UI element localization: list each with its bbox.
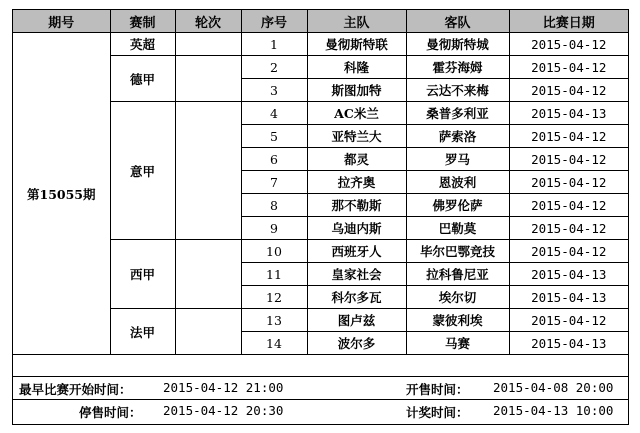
date-cell: 2015-04-13 [509, 263, 628, 286]
number-cell: 13 [241, 309, 307, 332]
header-round: 轮次 [175, 10, 241, 33]
home-team-cell: 皇家社会 [307, 263, 406, 286]
header-issue: 期号 [13, 10, 110, 33]
date-cell: 2015-04-12 [509, 148, 628, 171]
home-team-cell: 西班牙人 [307, 240, 406, 263]
header-number: 序号 [241, 10, 307, 33]
away-team-cell: 蒙彼利埃 [406, 309, 509, 332]
date-cell: 2015-04-12 [509, 309, 628, 332]
sale-open-label: 开售时间： [406, 382, 469, 397]
league-cell: 英超 [110, 33, 175, 56]
away-team-cell: 桑普多利亚 [406, 102, 509, 125]
round-cell [175, 102, 241, 240]
number-cell: 5 [241, 125, 307, 148]
away-team-cell: 马赛 [406, 332, 509, 355]
number-cell: 7 [241, 171, 307, 194]
round-cell [175, 33, 241, 56]
home-team-cell: 波尔多 [307, 332, 406, 355]
home-team-cell: 科尔多瓦 [307, 286, 406, 309]
number-cell: 1 [241, 33, 307, 56]
away-team-cell: 恩波利 [406, 171, 509, 194]
away-team-cell: 佛罗伦萨 [406, 194, 509, 217]
table-row [13, 33, 628, 56]
away-team-cell: 埃尔切 [406, 286, 509, 309]
number-cell: 2 [241, 56, 307, 79]
number-cell: 10 [241, 240, 307, 263]
home-team-cell: 乌迪内斯 [307, 217, 406, 240]
home-team-cell: AC米兰 [307, 102, 406, 125]
award-time-label: 计奖时间： [406, 405, 469, 420]
league-cell: 意甲 [110, 102, 175, 240]
header-date: 比赛日期 [509, 10, 628, 33]
home-team-cell: 都灵 [307, 148, 406, 171]
sale-stop-value: 2015-04-12 20:30 [163, 403, 284, 418]
date-cell: 2015-04-12 [509, 79, 628, 102]
away-team-cell: 罗马 [406, 148, 509, 171]
number-cell: 12 [241, 286, 307, 309]
date-cell: 2015-04-12 [509, 194, 628, 217]
award-time-value: 2015-04-13 10:00 [493, 403, 614, 418]
away-team-cell: 萨索洛 [406, 125, 509, 148]
home-team-cell: 亚特兰大 [307, 125, 406, 148]
away-team-cell: 巴勒莫 [406, 217, 509, 240]
date-cell: 2015-04-12 [509, 33, 628, 56]
league-cell: 西甲 [110, 240, 175, 309]
date-cell: 2015-04-12 [509, 125, 628, 148]
away-team-cell: 毕尔巴鄂竞技 [406, 240, 509, 263]
date-cell: 2015-04-12 [509, 171, 628, 194]
round-cell [175, 240, 241, 309]
match-table [13, 10, 628, 355]
number-cell: 9 [241, 217, 307, 240]
home-team-cell: 图卢兹 [307, 309, 406, 332]
league-cell: 法甲 [110, 309, 175, 355]
header-league: 赛制 [110, 10, 175, 33]
table-header-row [13, 10, 628, 33]
home-team-cell: 曼彻斯特联 [307, 33, 406, 56]
number-cell: 8 [241, 194, 307, 217]
header-away: 客队 [406, 10, 509, 33]
league-cell: 德甲 [110, 56, 175, 102]
footer-row-times [13, 376, 628, 398]
number-cell: 14 [241, 332, 307, 355]
home-team-cell: 那不勒斯 [307, 194, 406, 217]
issue-cell: 第15055期 [13, 33, 110, 355]
earliest-start-label: 最早比赛开始时间： [19, 382, 132, 397]
date-cell: 2015-04-12 [509, 240, 628, 263]
home-team-cell: 科隆 [307, 56, 406, 79]
round-cell [175, 309, 241, 355]
away-team-cell: 云达不来梅 [406, 79, 509, 102]
sale-open-value: 2015-04-08 20:00 [493, 380, 614, 395]
date-cell: 2015-04-13 [509, 102, 628, 125]
home-team-cell: 斯图加特 [307, 79, 406, 102]
away-team-cell: 霍芬海姆 [406, 56, 509, 79]
number-cell: 11 [241, 263, 307, 286]
header-home: 主队 [307, 10, 406, 33]
home-team-cell: 拉齐奥 [307, 171, 406, 194]
footer-row-deadlines [13, 399, 628, 421]
earliest-start-value: 2015-04-12 21:00 [163, 380, 284, 395]
round-cell [175, 56, 241, 102]
number-cell: 6 [241, 148, 307, 171]
away-team-cell: 拉科鲁尼亚 [406, 263, 509, 286]
away-team-cell: 曼彻斯特城 [406, 33, 509, 56]
sale-stop-label: 停售时间： [79, 405, 142, 420]
number-cell: 3 [241, 79, 307, 102]
schedule-panel [12, 9, 629, 425]
date-cell: 2015-04-12 [509, 217, 628, 240]
date-cell: 2015-04-13 [509, 332, 628, 355]
number-cell: 4 [241, 102, 307, 125]
date-cell: 2015-04-13 [509, 286, 628, 309]
date-cell: 2015-04-12 [509, 56, 628, 79]
